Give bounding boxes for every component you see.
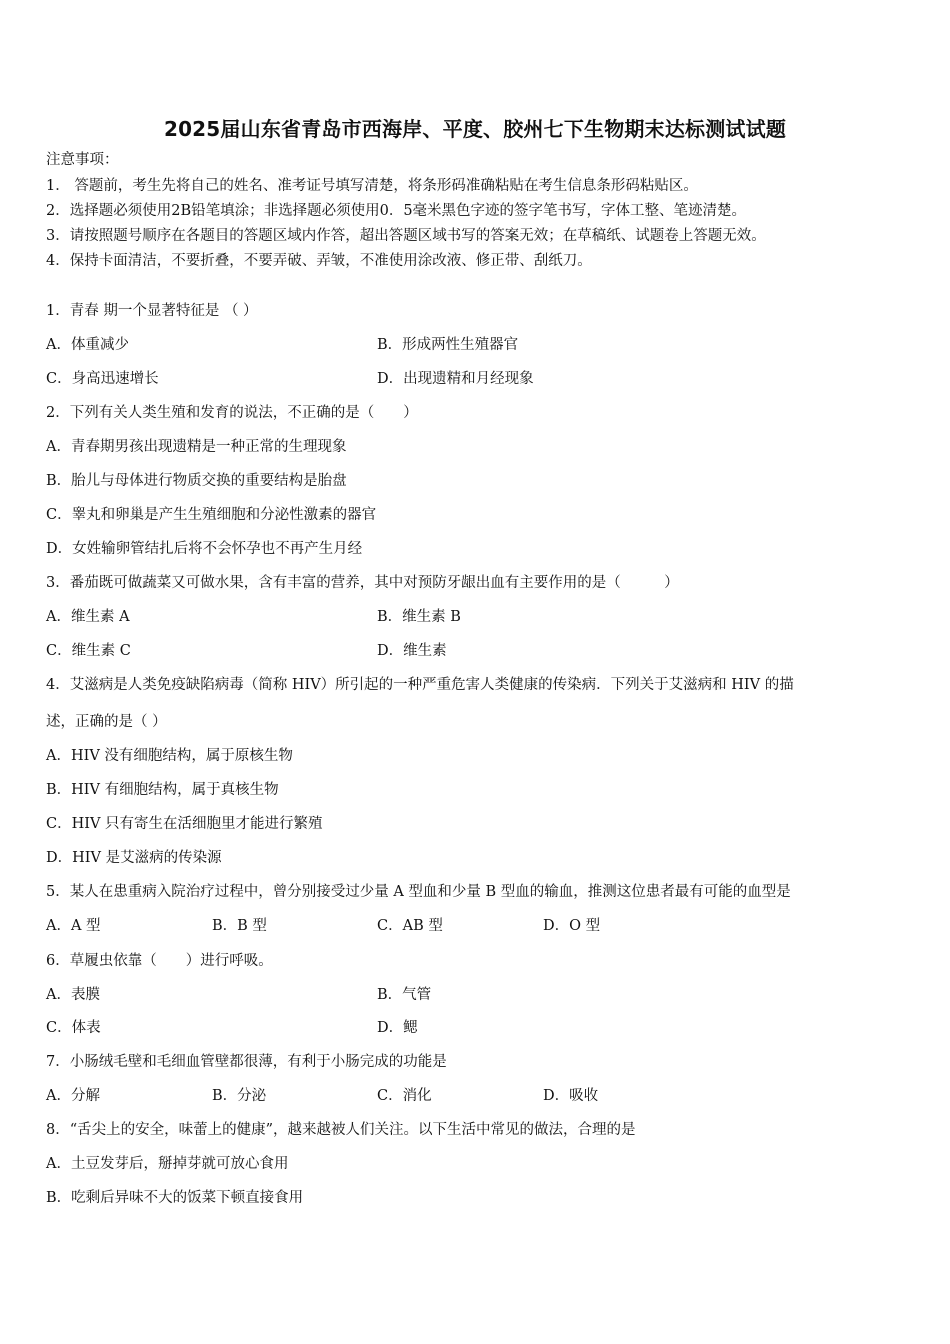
q4-stem-line-2: 述，正确的是（ ）	[46, 714, 167, 730]
notice-heading: 注意事项：	[46, 152, 119, 168]
q6-option-d: D．鳃	[377, 1020, 418, 1036]
q2-stem: 2．下列有关人类生殖和发育的说法，不正确的是（ ）	[46, 405, 418, 421]
q5-stem: 5．某人在患重病入院治疗过程中，曾分别接受过少量 A 型血和少量 B 型血的输血，推测这位患者最有可能的血型是	[46, 884, 791, 900]
q5-option-b: B．B 型	[212, 918, 267, 934]
q3-option-a: A．维生素 A	[46, 609, 130, 625]
q4-stem-line-1: 4．艾滋病是人类免疫缺陷病毒（简称 HIV）所引起的一种严重危害人类健康的传染病．下列关于艾滋病和 HIV 的描	[46, 677, 794, 693]
q7-option-c: C．消化	[377, 1088, 432, 1104]
q8-stem: 8．“舌尖上的安全，味蕾上的健康”，越来越被人们关注。以下生活中常见的做法，合理的是	[46, 1122, 636, 1138]
q3-option-d: D．维生素	[377, 643, 447, 659]
page-title: 2025届山东省青岛市西海岸、平度、胶州七下生物期末达标测试试题	[163, 117, 787, 141]
q6-option-c: C．体表	[46, 1020, 101, 1036]
q2-option-a: A．青春期男孩出现遗精是一种正常的生理现象	[46, 439, 347, 455]
q3-stem: 3．番茄既可做蔬菜又可做水果，含有丰富的营养，其中对预防牙龈出血有主要作用的是（ ）	[46, 575, 679, 591]
q2-option-d: D．女姓输卵管结扎后将不会怀孕也不再产生月经	[46, 541, 363, 557]
q3-option-b: B．维生素 B	[377, 609, 461, 625]
q1-option-c: C．身高迅速增长	[46, 371, 159, 387]
q5-option-d: D．O 型	[543, 918, 601, 934]
notice-item-3: 3．请按照题号顺序在各题目的答题区域内作答，超出答题区域书写的答案无效；在草稿纸、试题卷上答题无效。	[46, 228, 766, 244]
q4-option-b: B．HIV 有细胞结构，属于真核生物	[46, 782, 279, 798]
q7-option-a: A．分解	[46, 1088, 100, 1104]
notice-item-4: 4．保持卡面清洁，不要折叠，不要弄破、弄皱，不准使用涂改液、修正带、刮纸刀。	[46, 253, 592, 269]
q1-option-b: B．形成两性生殖器官	[377, 337, 519, 353]
notice-item-1: 1． 答题前，考生先将自己的姓名、准考证号填写清楚，将条形码准确粘贴在考生信息条形码粘贴区。	[46, 178, 698, 194]
q1-option-a: A．体重减少	[46, 337, 129, 353]
q5-option-c: C．AB 型	[377, 918, 443, 934]
q8-option-b: B．吃剩后异味不大的饭菜下顿直接食用	[46, 1190, 304, 1206]
q6-option-b: B．气管	[377, 987, 432, 1003]
q7-stem: 7．小肠绒毛壁和毛细血管壁都很薄，有利于小肠完成的功能是	[46, 1054, 447, 1070]
q6-stem: 6．草履虫依靠（ ）进行呼吸。	[46, 953, 273, 969]
q2-option-c: C．睾丸和卵巢是产生生殖细胞和分泌性激素的器官	[46, 507, 377, 523]
q7-option-b: B．分泌	[212, 1088, 267, 1104]
q4-option-a: A．HIV 没有细胞结构，属于原核生物	[46, 748, 293, 764]
q1-option-d: D．出现遗精和月经现象	[377, 371, 534, 387]
q1-stem: 1．青春 期一个显著特征是 （ ）	[46, 303, 258, 319]
notice-item-2: 2．选择题必须使用2B铅笔填涂；非选择题必须使用0．5毫米黑色字迹的签字笔书写，字体工整、笔迹清楚。	[46, 203, 747, 219]
q3-option-c: C．维生素 C	[46, 643, 131, 659]
q4-option-c: C．HIV 只有寄生在活细胞里才能进行繁殖	[46, 816, 323, 832]
q5-option-a: A．A 型	[46, 918, 101, 934]
q4-option-d: D．HIV 是艾滋病的传染源	[46, 850, 222, 866]
q6-option-a: A．表膜	[46, 987, 100, 1003]
q2-option-b: B．胎儿与母体进行物质交换的重要结构是胎盘	[46, 473, 347, 489]
q7-option-d: D．吸收	[543, 1088, 599, 1104]
q8-option-a: A．土豆发芽后，掰掉芽就可放心食用	[46, 1156, 289, 1172]
